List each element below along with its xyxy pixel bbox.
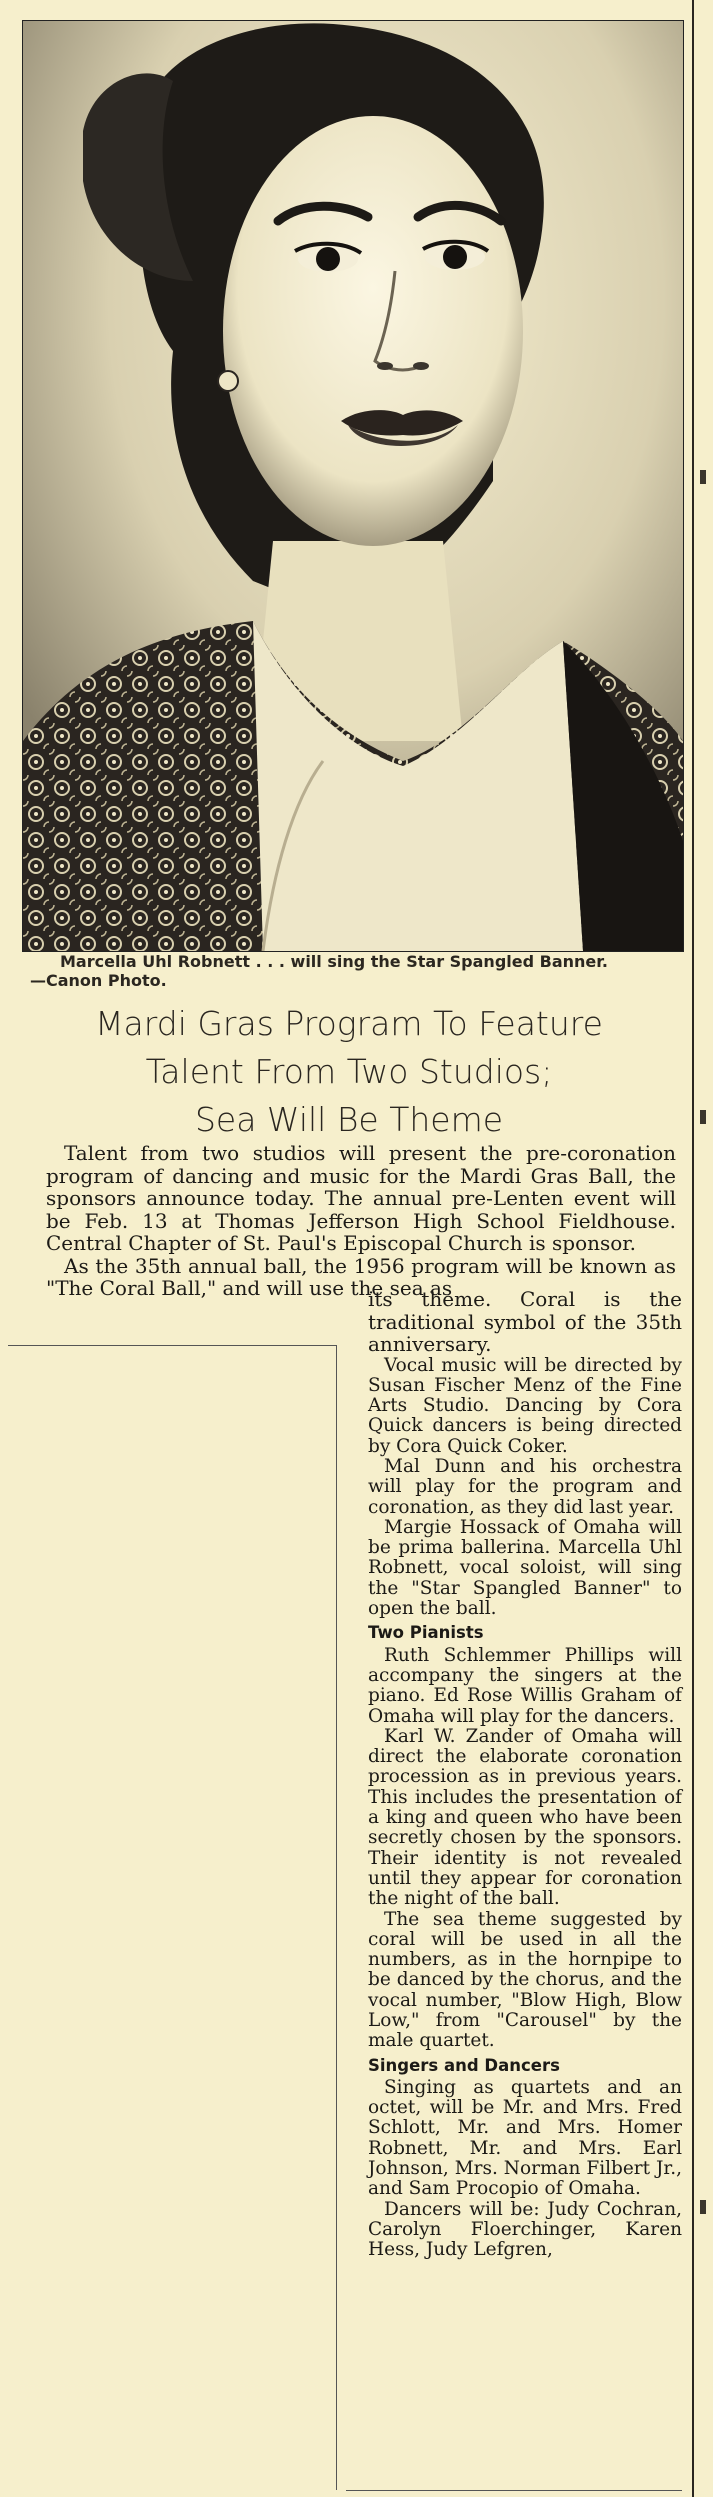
column-rule-right <box>692 0 694 2497</box>
article-column <box>368 1288 682 2261</box>
portrait-photo <box>22 20 684 952</box>
column-divider <box>346 2490 682 2491</box>
portrait-illustration <box>23 21 683 951</box>
body-paragraph: Mal Dunn and his orchestra will play for the program and coronation, as they did last year. <box>368 1455 682 1518</box>
headline-line: Talent From Two Studios; <box>145 1052 553 1091</box>
headline-line: Sea Will Be Theme <box>194 1100 504 1139</box>
subheading: Two Pianists <box>368 1623 484 1643</box>
caption-line: Marcella Uhl Robnett . . . will sing the Star Spangled Banner. <box>60 952 608 971</box>
edge-mark <box>700 1110 706 1124</box>
lead-paragraph: As the 35th annual ball, the 1956 program will be known as "The Coral Ball," and will use the sea as <box>46 1253 676 1300</box>
caption-credit: —Canon Photo. <box>30 971 167 990</box>
lead-paragraphs <box>46 1142 676 1300</box>
body-paragraph: Dancers will be: Judy Cochran, Carolyn Floerchinger, Karen Hess, Judy Lefgren, <box>368 2198 682 2261</box>
lead-paragraph: Talent from two studios will present the pre-coronation program of dancing and music for the Mardi Gras Ball, the sponsors announce today. The annual pre-Lenten event will be Feb. 13 at Thomas Jefferson High School Fieldhouse. Central Chapter of St. Paul's Episcopal Church is sponsor. <box>46 1141 676 1255</box>
body-paragraph: Ruth Schlemmer Phillips will accompany the singers at the piano. Ed Rose Willis Graham of Omaha will play for the dancers. <box>368 1644 682 1727</box>
article-headline <box>14 1000 684 1144</box>
subheading: Singers and Dancers <box>368 2055 560 2075</box>
photo-caption <box>30 952 690 990</box>
edge-mark <box>700 2200 706 2214</box>
body-paragraph: its theme. Coral is the traditional symbol of the 35th anniversary. <box>368 1287 682 1356</box>
headline-line: Mardi Gras Program To Feature <box>95 1004 603 1043</box>
body-paragraph: The sea theme suggested by coral will be used in all the numbers, as in the hornpipe to be danced by the chorus, and the vocal number, "Blow High, Blow Low," from "Carousel" by the male quartet. <box>368 1908 682 2052</box>
body-paragraph: Margie Hossack of Omaha will be prima ballerina. Marcella Uhl Robnett, vocal soloist, will sing the "Star Spangled Banner" to open the ball. <box>368 1516 682 1620</box>
column-divider <box>8 1345 336 1346</box>
column-divider-vertical <box>336 1345 337 2490</box>
body-paragraph: Karl W. Zander of Omaha will direct the elaborate coronation procession as in previous years. This includes the presentation of a king and queen who have been secretly chosen by the sponsors. Their identity is not revealed until they appear for coronation the night of the ball. <box>368 1725 682 1910</box>
body-paragraph: Singing as quartets and an octet, will be Mr. and Mrs. Fred Schlott, Mr. and Mrs. Homer Robnett, Mr. and Mrs. Earl Johnson, Mrs. Norman Filbert Jr., and Sam Procopio of Omaha. <box>368 2076 682 2200</box>
edge-mark <box>700 470 706 484</box>
body-paragraph: Vocal music will be directed by Susan Fischer Menz of the Fine Arts Studio. Dancing by Cora Quick dancers is being directed by Cora Quick Coker. <box>368 1354 682 1457</box>
